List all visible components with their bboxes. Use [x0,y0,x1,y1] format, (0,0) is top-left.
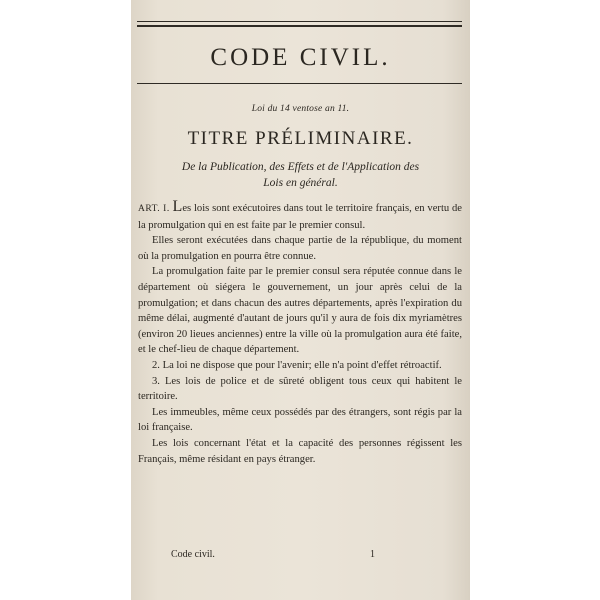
article-1-paragraph-1 [138,198,463,233]
subtitle-line-1: De la Publication, des Effets et de l'Application des [181,161,420,173]
page-footer [171,549,375,560]
book-page [131,0,470,600]
body-text [138,198,463,467]
subtitle-line-2: Lois en général. [263,177,338,189]
article-label: ART. I. [138,204,170,214]
article-3-paragraph-3: Les lois concernant l'état et la capacité des personnes régissent les Français, même résidant en pays étranger. [138,437,462,465]
article-1-paragraph-2: Elles seront exécutées dans chaque partie de la république, du moment où la promulgation en pourra être connue. [138,235,462,262]
article-2-paragraph: 2. La loi ne dispose que pour l'avenir; elle n'a point d'effet rétroactif. [152,359,442,371]
article-1-text: es lois sont exécutoires dans tout le territoire français, en vertu de la promulgation qui en est faite par le premier consul. [138,203,463,231]
page-number: 1 [370,549,375,560]
article-1-paragraph-3: La promulgation faite par le premier consul sera réputée connue dans le département où siégera le gouvernement, un jour après celui de la promulgation; et dans chacun des autres départements, après l'expiration du même délai, augmenté d'autant de jours qu'il y aura de fois dix myriamètres (environ 20 lieues anciennes) entre la ville où la promulgation aura été faite, et le chef-lieu de chaque département. [138,266,462,356]
law-date: Loi du 14 ventose an 11. [251,104,350,114]
article-3-paragraph-1: 3. Les lois de police et de sûreté obligent tous ceux qui habitent le territoire. [138,375,462,403]
section-subtitle [139,159,462,191]
title-rule [137,83,462,84]
article-3-paragraph-2: Les immeubles, même ceux possédés par des étrangers, sont régis par la loi française. [138,406,462,434]
signature-mark: Code civil. [171,549,215,560]
section-title: TITRE PRÉLIMINAIRE. [187,128,414,149]
page-title: CODE CIVIL. [210,44,391,71]
top-rule-thick [137,25,462,27]
top-rule-thin [137,21,462,22]
dropcap-letter: L [172,198,183,215]
